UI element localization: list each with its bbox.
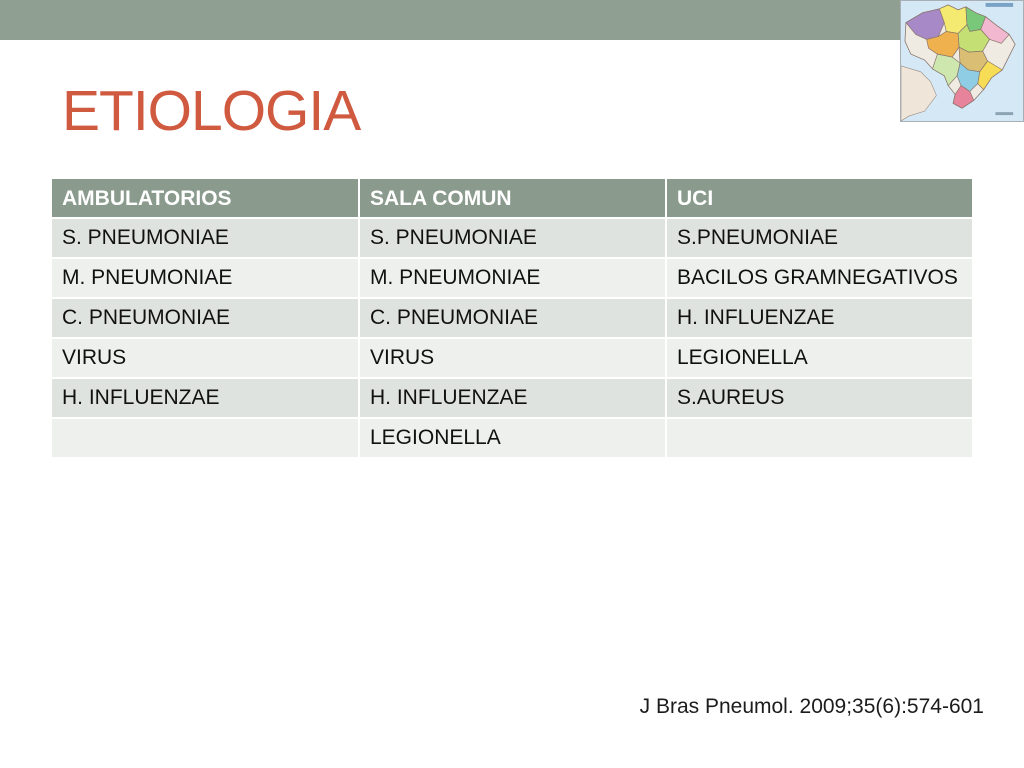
table-cell [52,418,359,458]
table-cell: VIRUS [52,338,359,378]
table-cell: H. INFLUENZAE [359,378,666,418]
table-cell: VIRUS [359,338,666,378]
citation: J Bras Pneumol. 2009;35(6):574-601 [639,695,984,718]
table-cell: C. PNEUMONIAE [52,298,359,338]
table-cell: S. PNEUMONIAE [359,218,666,258]
table-header-row [52,179,972,218]
header-sala-comun: SALA COMUN [359,179,666,218]
table-cell: S.PNEUMONIAE [666,218,972,258]
brazil-map-icon [900,0,1024,122]
table-cell: H. INFLUENZAE [52,378,359,418]
table-cell: S. PNEUMONIAE [52,218,359,258]
table-cell: M. PNEUMONIAE [359,258,666,298]
table-cell [666,418,972,458]
table-cell: BACILOS GRAMNEGATIVOS [666,258,972,298]
etiology-table [52,179,972,459]
table-row [52,378,972,418]
table-row [52,418,972,458]
slide-title: ETIOLOGIA [62,79,361,143]
table-cell: H. INFLUENZAE [666,298,972,338]
top-accent-bar [0,0,1024,40]
header-uci: UCI [666,179,972,218]
table-cell: C. PNEUMONIAE [359,298,666,338]
table-cell: S.AUREUS [666,378,972,418]
table-row [52,218,972,258]
table-cell: LEGIONELLA [666,338,972,378]
table-cell: LEGIONELLA [359,418,666,458]
table-row [52,298,972,338]
table-cell: M. PNEUMONIAE [52,258,359,298]
table-row [52,258,972,298]
table-row [52,338,972,378]
header-ambulatorios: AMBULATORIOS [52,179,359,218]
